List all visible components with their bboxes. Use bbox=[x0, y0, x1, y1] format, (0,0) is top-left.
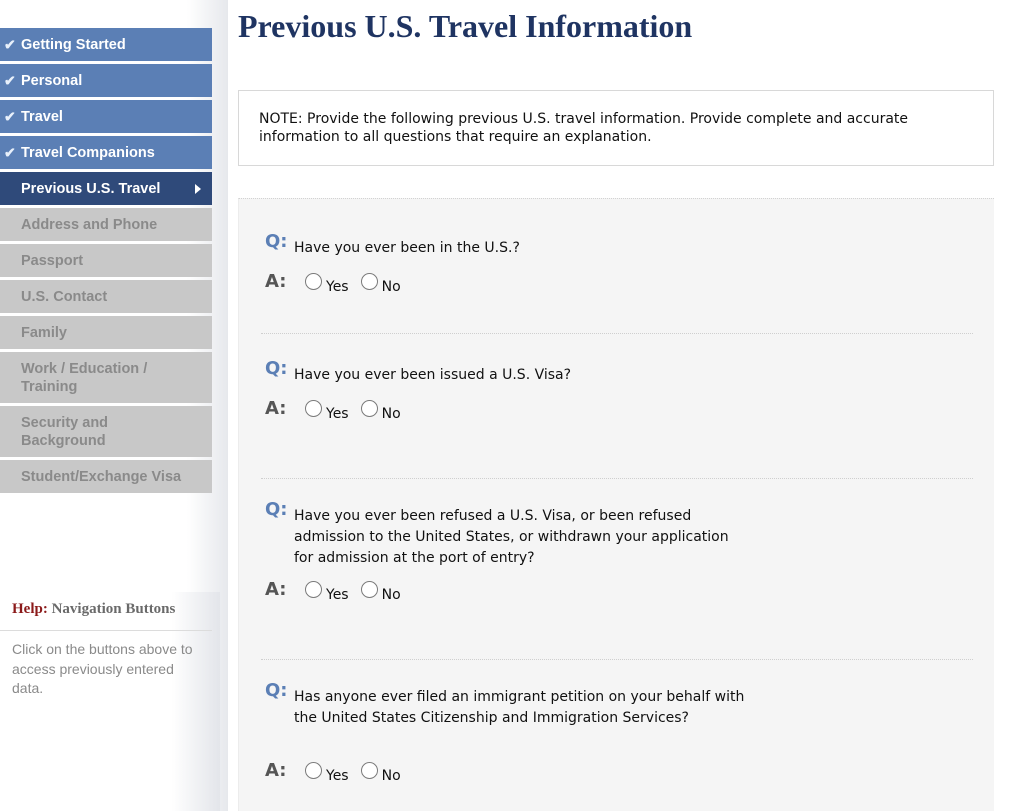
yes-radio[interactable] bbox=[305, 762, 322, 779]
caret-right-icon bbox=[195, 184, 201, 194]
sidebar-item-us-contact bbox=[0, 280, 212, 313]
help-box bbox=[0, 592, 220, 811]
sidebar-item-label: Previous U.S. Travel bbox=[21, 180, 161, 197]
answer-label: A: bbox=[265, 579, 287, 600]
no-option[interactable] bbox=[361, 581, 401, 603]
yes-label: Yes bbox=[326, 406, 349, 422]
sidebar-item-label: U.S. Contact bbox=[21, 288, 108, 305]
sidebar-item-label: Travel bbox=[21, 108, 63, 125]
no-radio[interactable] bbox=[361, 581, 378, 598]
check-icon: ✔ bbox=[4, 36, 16, 53]
help-topic: Navigation Buttons bbox=[51, 601, 176, 617]
sidebar-item-travel[interactable] bbox=[0, 100, 212, 133]
no-label: No bbox=[381, 406, 401, 422]
question-text: Have you ever been refused a U.S. Visa, or been refused admission to the United States, or withdrawn your application for admission at the port of entry? bbox=[294, 508, 729, 566]
sidebar-item-label: Work / Education / Training bbox=[21, 360, 148, 395]
no-option[interactable] bbox=[361, 400, 401, 422]
questions-panel bbox=[238, 198, 994, 811]
sidebar-item-label: Family bbox=[21, 324, 67, 341]
answer-label: A: bbox=[265, 398, 287, 419]
sidebar-item-label: Personal bbox=[21, 72, 83, 89]
answer-row bbox=[265, 398, 413, 422]
page-title: Previous U.S. Travel Information bbox=[238, 8, 693, 44]
sidebar-item-address-and-phone bbox=[0, 208, 212, 241]
question-label: Q: bbox=[265, 680, 288, 701]
check-icon: ✔ bbox=[4, 144, 16, 161]
question-label: Q: bbox=[265, 231, 288, 252]
yes-label: Yes bbox=[326, 279, 349, 295]
sidebar-nav bbox=[0, 28, 212, 496]
sidebar-item-family bbox=[0, 316, 212, 349]
sidebar bbox=[0, 0, 228, 811]
answer-label: A: bbox=[265, 271, 287, 292]
sidebar-item-label: Getting Started bbox=[21, 36, 126, 53]
sidebar-item-work-education-training bbox=[0, 352, 212, 403]
sidebar-item-label: Travel Companions bbox=[21, 144, 155, 161]
help-divider bbox=[0, 630, 212, 631]
sidebar-item-label: Student/Exchange Visa bbox=[21, 468, 182, 485]
sidebar-item-previous-us-travel[interactable] bbox=[0, 172, 212, 205]
check-icon: ✔ bbox=[4, 72, 16, 89]
no-label: No bbox=[381, 768, 401, 784]
sidebar-item-personal[interactable] bbox=[0, 64, 212, 97]
sidebar-item-label: Passport bbox=[21, 252, 84, 269]
question-text: Has anyone ever filed an immigrant petition on your behalf with the United States Citizenship and Immigration Services? bbox=[294, 689, 745, 726]
yes-radio[interactable] bbox=[305, 273, 322, 290]
no-option[interactable] bbox=[361, 273, 401, 295]
question-text: Have you ever been issued a U.S. Visa? bbox=[294, 367, 572, 383]
yes-radio[interactable] bbox=[305, 400, 322, 417]
no-radio[interactable] bbox=[361, 400, 378, 417]
question-label: Q: bbox=[265, 499, 288, 520]
no-radio[interactable] bbox=[361, 273, 378, 290]
yes-option[interactable] bbox=[305, 581, 349, 603]
answer-row bbox=[265, 271, 413, 295]
question-text: Have you ever been in the U.S.? bbox=[294, 240, 520, 256]
no-radio[interactable] bbox=[361, 762, 378, 779]
sidebar-item-label: Security and Background bbox=[21, 414, 109, 449]
yes-option[interactable] bbox=[305, 762, 349, 784]
no-option[interactable] bbox=[361, 762, 401, 784]
yes-radio[interactable] bbox=[305, 581, 322, 598]
sidebar-item-label: Address and Phone bbox=[21, 216, 158, 233]
help-title bbox=[12, 601, 175, 618]
check-icon: ✔ bbox=[4, 108, 16, 125]
sidebar-item-travel-companions[interactable] bbox=[0, 136, 212, 169]
answer-label: A: bbox=[265, 760, 287, 781]
yes-label: Yes bbox=[326, 768, 349, 784]
yes-label: Yes bbox=[326, 587, 349, 603]
sidebar-item-getting-started[interactable] bbox=[0, 28, 212, 61]
sidebar-item-student-exchange-visa bbox=[0, 460, 212, 493]
help-text: Click on the buttons above to access previously entered data. bbox=[12, 641, 193, 696]
yes-option[interactable] bbox=[305, 273, 349, 295]
question-divider bbox=[261, 333, 973, 334]
sidebar-item-passport bbox=[0, 244, 212, 277]
sidebar-item-security-and-background bbox=[0, 406, 212, 457]
yes-option[interactable] bbox=[305, 400, 349, 422]
no-label: No bbox=[381, 279, 401, 295]
answer-row bbox=[265, 760, 413, 784]
question-divider bbox=[261, 659, 973, 660]
answer-row bbox=[265, 579, 413, 603]
help-prefix: Help: bbox=[12, 601, 48, 617]
question-divider bbox=[261, 478, 973, 479]
note-text: NOTE: Provide the following previous U.S. travel information. Provide complete and accurate information to all questions that require an explanation. bbox=[259, 111, 909, 145]
note-box bbox=[238, 90, 994, 166]
no-label: No bbox=[381, 587, 401, 603]
question-label: Q: bbox=[265, 358, 288, 379]
